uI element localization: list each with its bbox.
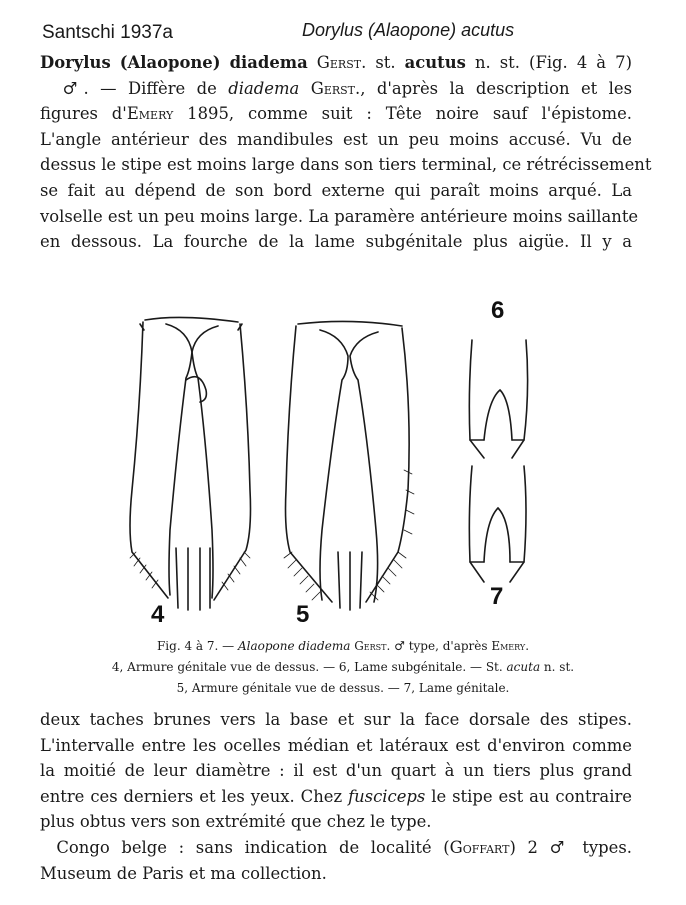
text-line: deux taches brunes vers la base et sur la face dorsale des stipes. — [40, 710, 632, 729]
text-line — [40, 101, 632, 127]
text-line: la moitié de leur diamètre : il est d'un quart à un tiers plus grand — [40, 761, 632, 781]
figure-6-drawing — [469, 340, 527, 458]
text-fragment: Congo belge : sans indication de localité ( — [56, 837, 450, 857]
figure-5-label: 5 — [296, 601, 310, 628]
text-fragment: 1895, comme suit : Tête noire sauf l'épistome. — [173, 104, 633, 124]
description-bottom — [40, 707, 632, 886]
subgenus-name: (Alaopone) — [119, 53, 221, 72]
italic-name: Alaopone diadema — [237, 639, 351, 653]
text-fragment: le stipe est au contraire — [425, 786, 632, 806]
caption-line-1 — [40, 636, 646, 657]
rank-st: st. — [375, 53, 396, 72]
author-name: Gerst. — [316, 53, 367, 72]
figure-5-setae — [284, 470, 414, 600]
figure-6-label: 6 — [491, 297, 505, 324]
text-line — [40, 76, 632, 102]
figure-7-label: 7 — [490, 583, 504, 610]
species-name: diadema — [229, 53, 308, 72]
figure-7-drawing — [469, 466, 526, 582]
text-fragment: , d'après la description et les — [360, 78, 633, 98]
genus-name: Dorylus — [40, 53, 111, 72]
figure-4-label: 4 — [151, 601, 165, 628]
text-fragment: n. st. — [540, 660, 575, 674]
figure-caption — [40, 636, 646, 699]
figure-4-drawing — [130, 317, 251, 610]
italic-name: acuta — [506, 660, 541, 674]
author-name: Emery. — [491, 639, 530, 653]
text-fragment: 4, Armure génitale vue de dessus. — 6, Lame subgénitale. — St. — [111, 660, 507, 674]
collector-name: Goffart — [449, 837, 510, 857]
italic-name: fusciceps — [348, 786, 426, 806]
text-fragment: entre ces derniers et les yeux. Chez — [40, 786, 349, 806]
male-symbol: ♂. — [56, 78, 89, 98]
taxon-header: Dorylus (Alaopone) acutus — [302, 20, 515, 40]
text-line: plus obtus vers son extrémité que chez le type. — [40, 812, 432, 832]
genitalia-figures — [0, 290, 686, 635]
text-line — [40, 835, 632, 861]
text-line: volselle est un peu moins large. La paramère antérieure moins saillante — [40, 206, 639, 226]
description-top — [40, 50, 652, 255]
text-line: Museum de Paris et ma collection. — [40, 863, 327, 883]
text-fragment: figures d' — [40, 104, 127, 124]
citation-header: Santschi 1937a — [42, 22, 173, 43]
author-name: Gerst. — [354, 639, 391, 653]
author-name: Gerst. — [310, 78, 361, 98]
text-line: se fait au dépend de son bord externe qui paraît moins arqué. La — [40, 180, 632, 200]
nomenclature-status: n. st. — [474, 53, 520, 72]
text-line: dessus le stipe est moins large dans son tiers terminal, ce rétrécissement — [40, 155, 652, 175]
caption-line-2 — [40, 657, 646, 678]
author-name: Emery — [126, 104, 174, 124]
text-line: L'angle antérieur des mandibules est un peu moins accusé. Vu de — [40, 129, 632, 149]
italic-name: diadema — [228, 78, 300, 98]
species-heading — [40, 50, 632, 76]
text-line: L'intervalle entre les ocelles médian et latéraux est d'environ comme — [40, 735, 632, 755]
text-fragment: ♂ type, d'après — [390, 639, 492, 653]
figure-reference: (Fig. 4 à 7) — [529, 53, 632, 72]
text-fragment — [299, 79, 310, 98]
text-fragment: Fig. 4 à 7. — — [156, 639, 238, 653]
text-fragment: — Diffère de — [88, 78, 229, 98]
text-line — [40, 784, 632, 810]
text-fragment: ) 2 ♂ types. — [509, 837, 632, 857]
caption-line-3: 5, Armure génitale vue de dessus. — 7, Lame génitale. — [176, 681, 510, 695]
text-line: en dessous. La fourche de la lame subgénitale plus aigüe. Il y a — [40, 232, 632, 252]
figure-5-drawing — [286, 321, 410, 610]
subspecies-name: acutus — [404, 53, 466, 72]
